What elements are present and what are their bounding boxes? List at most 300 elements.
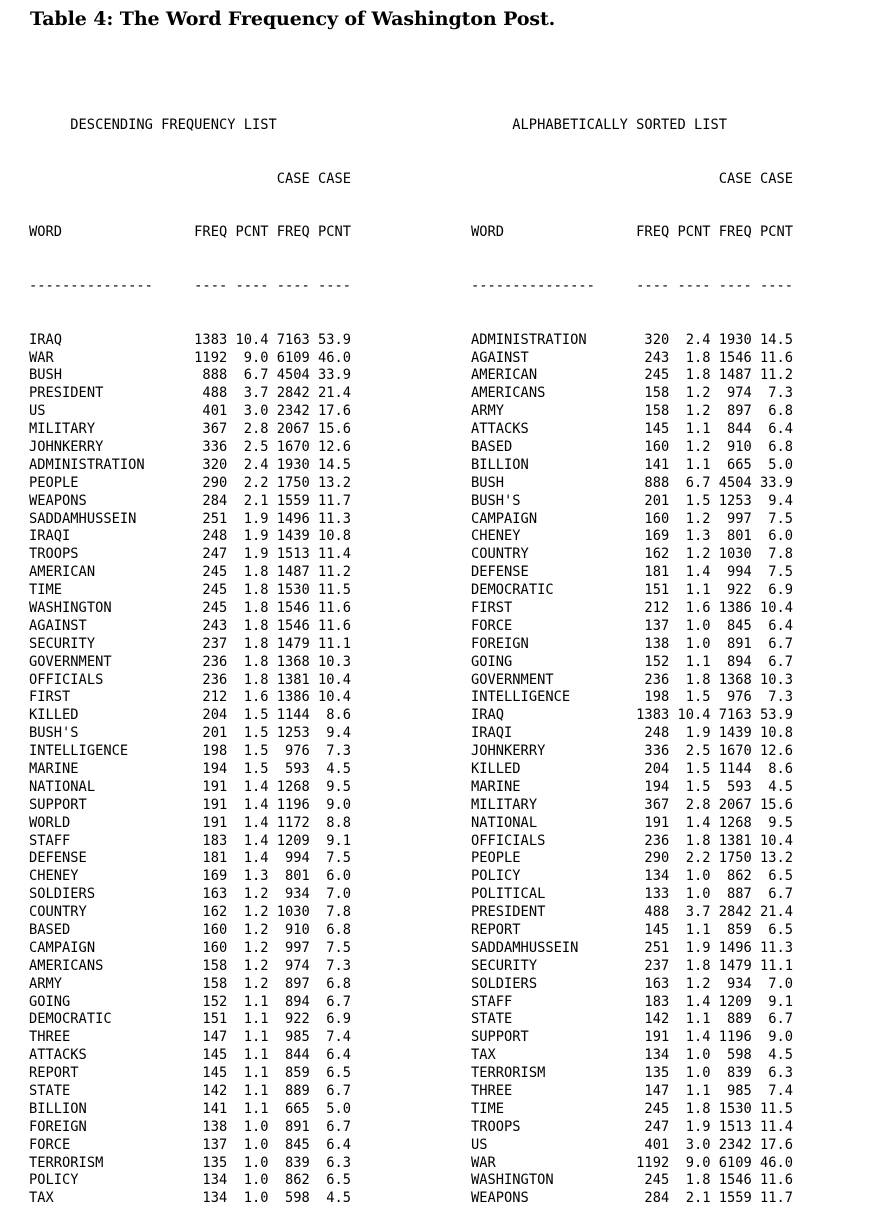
case-pcnt-cell: 9.1 — [326, 831, 352, 849]
pcnt-cell: 1.2 — [685, 384, 711, 402]
word-cell: BUSH — [29, 366, 63, 384]
case-pcnt-cell: 11.7 — [760, 1189, 794, 1207]
freq-cell: 245 — [202, 581, 228, 599]
word-cell: TIME — [471, 1099, 505, 1117]
word-cell: BUSH'S — [29, 724, 79, 742]
pcnt-cell: 1.0 — [685, 1064, 711, 1082]
freq-cell: 320 — [202, 455, 228, 473]
freq-cell: 236 — [644, 670, 670, 688]
case-pcnt-cell: 11.6 — [318, 616, 352, 634]
case-freq-cell: 1030 — [718, 545, 752, 563]
case-pcnt-cell: 8.8 — [326, 813, 352, 831]
table-row — [29, 545, 351, 563]
case-freq-cell: 2067 — [718, 795, 752, 813]
pcnt-cell: 1.2 — [685, 974, 711, 992]
freq-cell: 133 — [644, 885, 670, 903]
word-cell: FORCE — [471, 616, 513, 634]
freq-cell: 142 — [644, 1010, 670, 1028]
case-freq-cell: 593 — [727, 777, 752, 795]
pcnt-cell: 1.0 — [243, 1117, 269, 1135]
case-pcnt-cell: 46.0 — [760, 1153, 794, 1171]
case-pcnt-cell: 6.4 — [326, 1135, 352, 1153]
case-freq-cell: 845 — [727, 616, 752, 634]
freq-cell: 204 — [202, 706, 228, 724]
case-freq-cell: 887 — [727, 885, 752, 903]
pcnt-cell: 2.1 — [685, 1189, 711, 1207]
pcnt-cell: 1.1 — [243, 1099, 269, 1117]
word-cell: IRAQI — [29, 527, 71, 545]
word-cell: AGAINST — [471, 348, 529, 366]
case-freq-cell: 1268 — [276, 777, 310, 795]
case-freq-cell: 839 — [727, 1064, 752, 1082]
case-freq-cell: 1196 — [276, 795, 310, 813]
freq-cell: 201 — [202, 724, 228, 742]
case-freq-cell: 910 — [727, 437, 752, 455]
table-row — [29, 760, 351, 778]
case-freq-cell: 1546 — [276, 616, 310, 634]
pcnt-cell: 2.2 — [685, 849, 711, 867]
word-cell: ADMINISTRATION — [29, 455, 145, 473]
freq-cell: 212 — [644, 598, 670, 616]
freq-cell: 141 — [644, 455, 670, 473]
word-cell: WASHINGTON — [29, 598, 112, 616]
word-cell: STAFF — [29, 831, 71, 849]
table-row — [471, 545, 793, 563]
case-freq-cell: 934 — [285, 885, 310, 903]
table-row — [29, 778, 351, 796]
case-freq-cell: 801 — [285, 867, 310, 885]
table-row — [29, 939, 351, 957]
case-freq-cell: 1670 — [718, 742, 752, 760]
case-freq-cell: 1546 — [276, 598, 310, 616]
case-pcnt-cell: 4.5 — [768, 777, 794, 795]
case-pcnt-cell: 10.4 — [760, 598, 794, 616]
case-pcnt-cell: 7.0 — [768, 974, 794, 992]
word-cell: TIME — [29, 581, 63, 599]
pcnt-cell: 1.1 — [685, 921, 711, 939]
pcnt-cell: 3.0 — [243, 402, 269, 420]
case-freq-cell: 974 — [285, 956, 310, 974]
word-cell: GOING — [471, 652, 513, 670]
case-freq-cell: 1144 — [718, 760, 752, 777]
case-pcnt-cell: 46.0 — [318, 348, 352, 366]
case-freq-cell: 985 — [285, 1028, 310, 1046]
case-pcnt-cell: 6.0 — [768, 527, 794, 545]
pcnt-cell: 1.9 — [243, 545, 269, 563]
case-pcnt-cell: 6.5 — [768, 867, 794, 885]
table-caption: Table 4: The Word Frequency of Washington Post. — [30, 8, 556, 30]
case-freq-cell: 922 — [285, 1010, 310, 1028]
table-row — [29, 1189, 351, 1207]
pcnt-cell: 1.9 — [685, 1117, 711, 1135]
table-row — [29, 456, 351, 474]
word-cell: DEFENSE — [471, 563, 529, 581]
case-pcnt-cell: 7.8 — [768, 545, 794, 563]
pcnt-cell: 1.0 — [685, 1046, 711, 1064]
freq-separator: ---- — [194, 276, 228, 294]
word-cell: STATE — [471, 1010, 513, 1028]
freq-header: FREQ — [194, 223, 228, 241]
case-pcnt-cell: 14.5 — [760, 330, 794, 348]
case-freq-cell: 994 — [285, 849, 310, 867]
table-row — [471, 867, 793, 885]
freq-cell: 135 — [202, 1153, 228, 1171]
case-freq-cell: 2842 — [276, 384, 310, 402]
table-row — [29, 617, 351, 635]
case-pcnt-cell: 7.3 — [768, 384, 794, 402]
case-freq-cell: 844 — [727, 420, 752, 438]
pcnt-cell: 1.3 — [685, 527, 711, 545]
table-row — [29, 635, 351, 653]
freq-cell: 401 — [202, 402, 228, 420]
case-freq-cell: 1559 — [718, 1189, 752, 1207]
freq-cell: 134 — [202, 1171, 228, 1189]
case-freq-cell: 598 — [285, 1189, 310, 1207]
case-freq-cell: 1530 — [718, 1099, 752, 1117]
case-pcnt-cell: 11.5 — [760, 1099, 794, 1117]
word-cell: POLITICAL — [471, 885, 546, 903]
pcnt-cell: 9.0 — [243, 348, 269, 366]
word-cell: THREE — [471, 1082, 513, 1100]
table-row — [471, 1010, 793, 1028]
freq-cell: 243 — [202, 616, 228, 634]
case-pcnt-cell: 4.5 — [326, 1189, 352, 1207]
freq-cell: 236 — [644, 831, 670, 849]
case-pcnt-cell: 9.0 — [326, 795, 352, 813]
pcnt-cell: 1.5 — [243, 760, 269, 777]
word-cell: CAMPAIGN — [471, 509, 538, 527]
word-cell: PRESIDENT — [471, 903, 546, 921]
case-pcnt-cell: 11.2 — [318, 563, 352, 581]
freq-cell: 145 — [644, 921, 670, 939]
pcnt-cell: 1.2 — [685, 437, 711, 455]
freq-cell: 134 — [202, 1189, 228, 1207]
pcnt-cell: 1.2 — [243, 885, 269, 903]
table-row — [29, 993, 351, 1011]
case-pcnt-cell: 5.0 — [768, 455, 794, 473]
table-row — [29, 957, 351, 975]
table-row — [471, 1118, 793, 1136]
table-row — [29, 1171, 351, 1189]
pcnt-cell: 1.8 — [243, 652, 269, 670]
case-pcnt-cell: 11.6 — [760, 1171, 794, 1189]
word-cell: WASHINGTON — [471, 1171, 554, 1189]
word-cell: MILITARY — [29, 420, 96, 438]
table-row — [29, 975, 351, 993]
case-pcnt-cell: 11.3 — [318, 509, 352, 527]
freq-cell: 245 — [644, 366, 670, 384]
freq-cell: 145 — [202, 1046, 228, 1064]
pcnt-cell: 1.8 — [243, 598, 269, 616]
table-body — [471, 331, 793, 1208]
table-row — [471, 599, 793, 617]
case-freq-cell: 1513 — [276, 545, 310, 563]
word-cell: OFFICIALS — [471, 831, 546, 849]
pcnt-cell: 1.2 — [243, 974, 269, 992]
case-pcnt-cell: 11.6 — [318, 598, 352, 616]
separator-row — [471, 277, 793, 295]
table-row — [471, 849, 793, 867]
word-cell: TERRORISM — [29, 1153, 104, 1171]
table-row — [29, 1100, 351, 1118]
case-freq-cell: 994 — [727, 563, 752, 581]
pcnt-cell: 1.0 — [685, 867, 711, 885]
case-freq-cell: 974 — [727, 384, 752, 402]
case-pcnt-cell: 7.8 — [326, 903, 352, 921]
table-row — [471, 724, 793, 742]
case-freq-cell: 1930 — [276, 455, 310, 473]
word-cell: SUPPORT — [29, 795, 87, 813]
freq-header: FREQ — [636, 223, 670, 241]
freq-cell: 888 — [202, 366, 228, 384]
pcnt-cell: 2.1 — [243, 491, 269, 509]
case-freq-cell: 4504 — [718, 473, 752, 491]
table-row — [471, 742, 793, 760]
case-freq-cell: 897 — [727, 402, 752, 420]
freq-cell: 163 — [644, 974, 670, 992]
word-cell: DEMOCRATIC — [471, 581, 554, 599]
table-row — [29, 706, 351, 724]
word-cell: ARMY — [471, 402, 505, 420]
table-row — [29, 366, 351, 384]
pcnt-cell: 1.2 — [685, 545, 711, 563]
word-cell: MARINE — [471, 777, 521, 795]
table-row — [471, 903, 793, 921]
word-cell: TAX — [471, 1046, 496, 1064]
case-freq-cell: 894 — [285, 992, 310, 1010]
case-freq-cell: 985 — [727, 1082, 752, 1100]
table-row — [29, 814, 351, 832]
word-cell: NATIONAL — [471, 813, 538, 831]
pcnt-cell: 1.4 — [685, 563, 711, 581]
freq-cell: 488 — [644, 903, 670, 921]
word-cell: STAFF — [471, 992, 513, 1010]
case-pcnt-cell: 10.4 — [318, 688, 352, 706]
case-freq-cell: 2342 — [718, 1135, 752, 1153]
freq-cell: 160 — [202, 921, 228, 939]
word-cell: CHENEY — [471, 527, 521, 545]
case-pcnt-cell: 12.6 — [760, 742, 794, 760]
case-freq-separator: ---- — [718, 276, 752, 294]
word-cell: FIRST — [471, 598, 513, 616]
pcnt-cell: 1.8 — [243, 581, 269, 599]
case-freq-cell: 894 — [727, 652, 752, 670]
table-row — [29, 832, 351, 850]
word-cell: BASED — [471, 437, 513, 455]
case-freq-cell: 665 — [727, 455, 752, 473]
pcnt-cell: 2.4 — [685, 330, 711, 348]
word-cell: PEOPLE — [29, 473, 79, 491]
table-row — [471, 402, 793, 420]
freq-cell: 290 — [644, 849, 670, 867]
table-row — [29, 724, 351, 742]
case-freq-separator: ---- — [276, 276, 310, 294]
freq-cell: 191 — [644, 1028, 670, 1046]
case-freq-cell: 1368 — [276, 652, 310, 670]
freq-cell: 198 — [202, 742, 228, 760]
case-pcnt-cell: 13.2 — [318, 473, 352, 491]
pcnt-cell: 1.1 — [243, 1082, 269, 1100]
word-cell: DEMOCRATIC — [29, 1010, 112, 1028]
word-cell: SOLDIERS — [29, 885, 96, 903]
pcnt-cell: 1.5 — [685, 688, 711, 706]
table-row — [471, 366, 793, 384]
freq-cell: 191 — [644, 813, 670, 831]
freq-cell: 245 — [644, 1171, 670, 1189]
freq-cell: 251 — [202, 509, 228, 527]
case-freq-cell: 7163 — [276, 330, 310, 348]
word-cell: GOVERNMENT — [471, 670, 554, 688]
word-cell: REPORT — [471, 921, 521, 939]
pcnt-cell: 9.0 — [685, 1153, 711, 1171]
word-cell: POLICY — [29, 1171, 79, 1189]
case-pcnt-cell: 10.4 — [760, 831, 794, 849]
word-cell: KILLED — [471, 760, 521, 777]
case-freq-cell: 1530 — [276, 581, 310, 599]
freq-cell: 137 — [644, 616, 670, 634]
table-row — [471, 349, 793, 367]
table-row — [471, 581, 793, 599]
freq-cell: 138 — [202, 1117, 228, 1135]
table-row — [29, 653, 351, 671]
table-row — [471, 1154, 793, 1172]
case-pcnt-cell: 6.3 — [768, 1064, 794, 1082]
table-row — [471, 456, 793, 474]
word-cell: WEAPONS — [29, 491, 87, 509]
table-row — [29, 510, 351, 528]
case-pcnt-cell: 10.4 — [318, 670, 352, 688]
case-pcnt-cell: 7.5 — [326, 849, 352, 867]
case-pcnt-cell: 6.5 — [768, 921, 794, 939]
freq-cell: 151 — [202, 1010, 228, 1028]
word-cell: BILLION — [29, 1099, 87, 1117]
case-freq-cell: 1559 — [276, 491, 310, 509]
pcnt-cell: 1.4 — [243, 795, 269, 813]
table-row — [471, 331, 793, 349]
freq-cell: 141 — [202, 1099, 228, 1117]
freq-cell: 169 — [644, 527, 670, 545]
freq-cell: 152 — [644, 652, 670, 670]
freq-cell: 163 — [202, 885, 228, 903]
case-pcnt-cell: 21.4 — [760, 903, 794, 921]
case-pcnt-cell: 6.7 — [326, 1117, 352, 1135]
pcnt-cell: 1.1 — [243, 1046, 269, 1064]
case-freq-cell: 598 — [727, 1046, 752, 1064]
freq-cell: 145 — [644, 420, 670, 438]
case-freq-cell: 1670 — [276, 437, 310, 455]
case-freq-cell: 976 — [727, 688, 752, 706]
word-cell: TERRORISM — [471, 1064, 546, 1082]
case-freq-cell: 976 — [285, 742, 310, 760]
table-row — [29, 742, 351, 760]
table-row — [471, 1136, 793, 1154]
freq-cell: 336 — [202, 437, 228, 455]
freq-cell: 134 — [644, 1046, 670, 1064]
pcnt-cell: 1.8 — [685, 348, 711, 366]
table-row — [471, 527, 793, 545]
word-cell: TAX — [29, 1189, 54, 1207]
table-row — [471, 957, 793, 975]
pcnt-cell: 1.1 — [685, 1010, 711, 1028]
case-pcnt-cell: 9.4 — [326, 724, 352, 742]
word-cell: BASED — [29, 921, 71, 939]
case-freq-cell: 997 — [727, 509, 752, 527]
case-pcnt-cell: 11.5 — [318, 581, 352, 599]
freq-cell: 142 — [202, 1082, 228, 1100]
freq-cell: 1192 — [194, 348, 228, 366]
freq-cell: 158 — [202, 956, 228, 974]
freq-cell: 284 — [202, 491, 228, 509]
case-freq-cell: 891 — [285, 1117, 310, 1135]
header-row-top — [471, 170, 793, 188]
freq-cell: 212 — [202, 688, 228, 706]
pcnt-cell: 1.1 — [243, 1028, 269, 1046]
case-pcnt-cell: 10.8 — [318, 527, 352, 545]
case-freq-cell: 1546 — [718, 348, 752, 366]
header-row — [471, 223, 793, 241]
case-freq-cell: 4504 — [276, 366, 310, 384]
pcnt-cell: 3.0 — [685, 1135, 711, 1153]
case-pcnt-cell: 11.7 — [318, 491, 352, 509]
table-row — [471, 617, 793, 635]
table-row — [471, 492, 793, 510]
table-row — [29, 349, 351, 367]
pcnt-cell: 1.8 — [243, 670, 269, 688]
case-pcnt-cell: 6.7 — [768, 1010, 794, 1028]
word-cell: ATTACKS — [471, 420, 529, 438]
case-pcnt-cell: 8.6 — [326, 706, 352, 724]
freq-cell: 245 — [202, 598, 228, 616]
table-row — [29, 1010, 351, 1028]
pcnt-cell: 1.8 — [243, 563, 269, 581]
freq-cell: 191 — [202, 777, 228, 795]
freq-cell: 158 — [644, 384, 670, 402]
case-pcnt-cell: 9.5 — [768, 813, 794, 831]
word-cell: INTELLIGENCE — [471, 688, 571, 706]
word-cell: MARINE — [29, 760, 79, 777]
pcnt-cell: 1.0 — [243, 1153, 269, 1171]
case-freq-cell: 6109 — [276, 348, 310, 366]
case-pcnt-cell: 6.8 — [326, 921, 352, 939]
word-cell: FORCE — [29, 1135, 71, 1153]
freq-cell: 147 — [202, 1028, 228, 1046]
freq-cell: 247 — [202, 545, 228, 563]
pcnt-cell: 1.5 — [685, 777, 711, 795]
freq-cell: 248 — [202, 527, 228, 545]
table-row — [29, 1154, 351, 1172]
pcnt-cell: 1.0 — [685, 634, 711, 652]
list-title: ALPHABETICALLY SORTED LIST — [512, 115, 728, 133]
pcnt-cell: 1.0 — [243, 1135, 269, 1153]
case-pcnt-cell: 7.5 — [768, 563, 794, 581]
word-cell: GOVERNMENT — [29, 652, 112, 670]
table-row — [29, 671, 351, 689]
case-pcnt-cell: 6.8 — [326, 974, 352, 992]
word-cell: AMERICANS — [471, 384, 546, 402]
word-cell: STATE — [29, 1082, 71, 1100]
freq-cell: 237 — [202, 634, 228, 652]
case-pcnt-cell: 7.3 — [326, 956, 352, 974]
word-cell: IRAQ — [471, 706, 505, 724]
case-freq-cell: 1930 — [718, 330, 752, 348]
table-row — [471, 1100, 793, 1118]
word-cell: US — [29, 402, 46, 420]
case-freq-cell: 1196 — [718, 1028, 752, 1046]
word-cell: US — [471, 1135, 488, 1153]
case-pcnt-cell: 6.8 — [768, 402, 794, 420]
pcnt-cell: 1.9 — [685, 724, 711, 742]
word-cell: REPORT — [29, 1064, 79, 1082]
